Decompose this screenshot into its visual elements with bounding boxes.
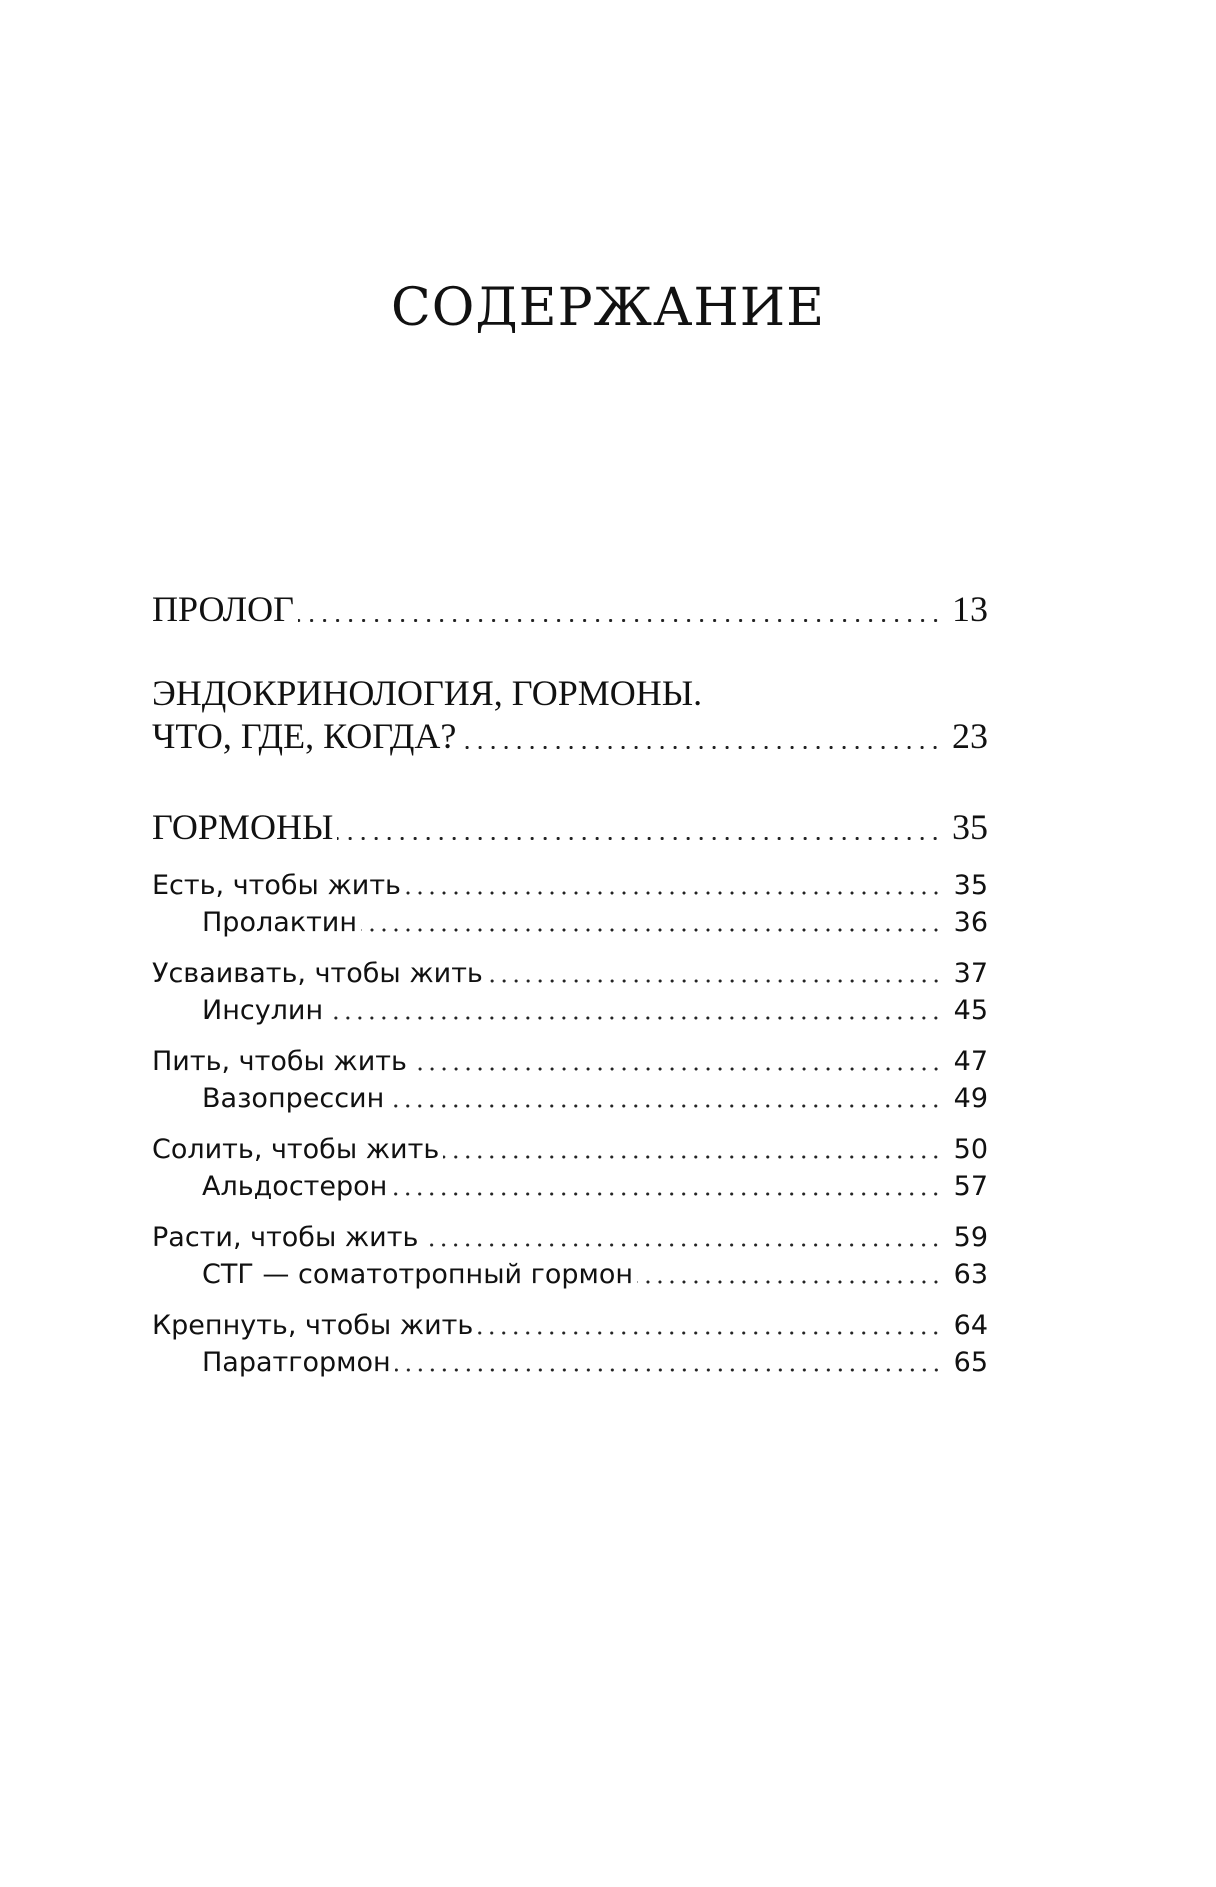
toc-entry-label: Солить, чтобы жить	[152, 1134, 440, 1165]
toc-entry[interactable]	[152, 1307, 988, 1341]
toc-entry-page: 49	[953, 1083, 988, 1114]
dot-leader	[477, 1309, 942, 1336]
toc-entry-label: Расти, чтобы жить	[152, 1222, 419, 1253]
toc-entry-label: Инсулин	[202, 995, 324, 1026]
toc-subentry[interactable]	[152, 992, 988, 1026]
dot-leader	[422, 1221, 942, 1248]
toc-entry-label: ГОРМОНЫ	[152, 807, 334, 847]
toc-entry-label: Альдостерон	[202, 1171, 388, 1202]
dot-leader	[395, 1346, 942, 1373]
toc-entry-label: ЧТО, ГДЕ, КОГДА?	[152, 716, 457, 756]
dot-leader	[388, 1082, 942, 1109]
toc-subentry[interactable]	[152, 1168, 988, 1202]
toc-entry-label: СТГ — соматотропный гормон	[202, 1259, 634, 1290]
toc-entry[interactable]	[152, 1219, 988, 1253]
toc-entry-page: 64	[953, 1310, 988, 1341]
dot-leader	[487, 957, 942, 984]
toc-entry-label: Пить, чтобы жить	[152, 1046, 407, 1077]
toc-entry-label: Крепнуть, чтобы жить	[152, 1310, 474, 1341]
toc-entry[interactable]	[152, 867, 988, 901]
toc-entry-label: Усваивать, чтобы жить	[152, 958, 483, 989]
toc-entry[interactable]	[152, 1131, 988, 1165]
toc-entry-page: 35	[952, 807, 988, 847]
toc-entry-page: 13	[952, 589, 988, 629]
dot-leader	[391, 1170, 942, 1197]
toc-entry-page: 57	[953, 1171, 988, 1202]
toc-entry-endocrinology[interactable]	[152, 712, 988, 757]
dot-leader	[443, 1133, 942, 1160]
toc-entry-label-line1: ЭНДОКРИНОЛОГИЯ, ГОРМОНЫ.	[152, 673, 703, 713]
dot-leader	[405, 869, 942, 896]
toc-entry-page: 35	[953, 870, 988, 901]
toc-entry-label: Пролактин	[202, 907, 357, 938]
toc-entry-page: 50	[953, 1134, 988, 1165]
toc-entry-label: ПРОЛОГ	[152, 589, 294, 629]
toc-entry-page: 65	[953, 1347, 988, 1378]
dot-leader	[361, 906, 942, 933]
toc-entry-page: 37	[953, 958, 988, 989]
toc-entry-label: Вазопрессин	[202, 1083, 385, 1114]
toc-entry-page: 36	[953, 907, 988, 938]
toc-entry-page: 63	[953, 1259, 988, 1290]
toc-entry-label: Есть, чтобы жить	[152, 870, 401, 901]
toc-entry-page: 59	[953, 1222, 988, 1253]
toc-subentry[interactable]	[152, 1344, 988, 1378]
toc-subentry[interactable]	[152, 904, 988, 938]
toc-entry-page: 47	[953, 1046, 988, 1077]
toc-entry[interactable]	[152, 955, 988, 989]
toc-entry-hormones[interactable]	[152, 803, 988, 848]
toc-subentry[interactable]	[152, 1080, 988, 1114]
toc-entry[interactable]	[152, 1043, 988, 1077]
dot-leader	[337, 806, 942, 842]
dot-leader	[298, 588, 942, 624]
toc-entry-page: 45	[953, 995, 988, 1026]
dot-leader	[637, 1258, 942, 1285]
page-title: СОДЕРЖАНИЕ	[390, 278, 826, 338]
dot-leader	[411, 1045, 942, 1072]
dot-leader	[460, 715, 942, 751]
toc-subentry[interactable]	[152, 1256, 988, 1290]
toc-entry-prologue[interactable]	[152, 585, 988, 630]
dot-leader	[327, 994, 942, 1021]
toc-entry-label: Паратгормон	[202, 1347, 391, 1378]
toc-entry-page: 23	[952, 716, 988, 756]
